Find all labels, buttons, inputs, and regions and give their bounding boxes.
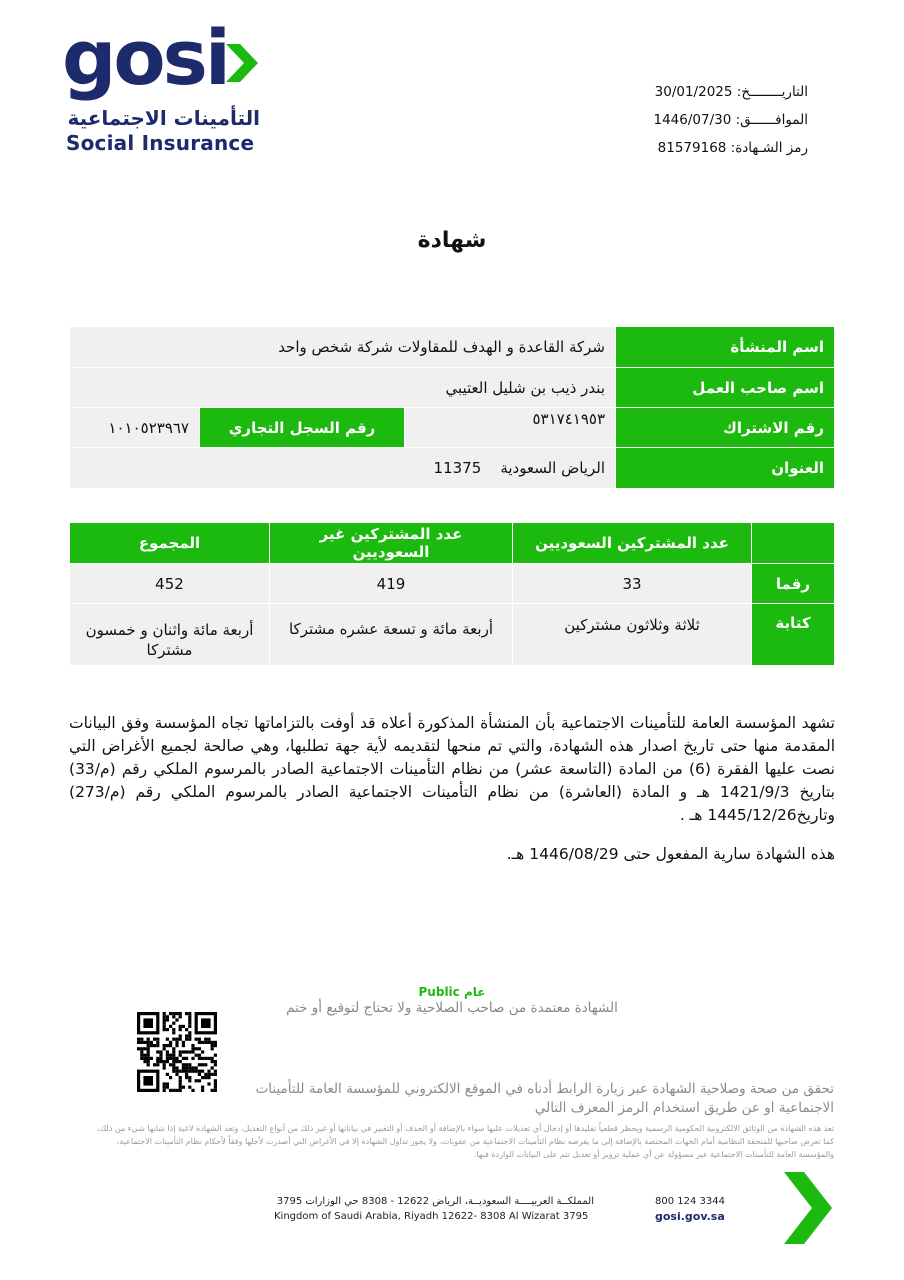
hijri-line [654, 112, 809, 128]
phone-number: 800 124 3344 [655, 1196, 725, 1207]
establishment-name-label: اسم المنشأة [616, 327, 835, 368]
validity-statement: هذه الشهادة سارية المفعول حتى 1446/08/29 هـ. [506, 845, 835, 863]
logo-arabic-text: التأمينات الاجتماعية [67, 106, 260, 130]
header-non-saudi: عدد المشتركين غير السعوديين [270, 523, 513, 564]
classification-label: Public عام [418, 985, 486, 999]
hijri-value: 1446/07/30 [653, 112, 732, 128]
owner-name-label: اسم صاحب العمل [616, 368, 835, 408]
words-row-label: كتابة [752, 604, 835, 666]
hijri-label: الموافــــــق: [735, 112, 808, 128]
address-postal: 11375 [433, 459, 482, 477]
legal-disclaimer: تعد هذه الشهادة من الوثائق الالكترونية الحكومية الرسمية ويحظر قطعياً تقليدها أو إدخال أي تعديلات عليها سواء بالإضافة أو الحذف أو التغيير في بياناتها أو غير ذلك من أنواع التعديل، وتعد الشهادة لاغية إذا شابها شيء من ذلك، كما تعرض صاحبها للمتحقة النظامية أمام الجهات المختصة بالإضافة إلى ما يفرضه نظام التأمينات الاجتماعية من عقوبات، ولا يجوز تداول الشهادة إلا في الأغراض التي أصدرت لأجلها وفقاً لأحكام نظام التأمينات الاجتماعية، والمؤسسة العامة للتأمينات الاجتماعية غير مسؤولة عن أي عملية تزوير أو تعديل تتم على البيانات الواردة فيها. [96, 1124, 834, 1159]
verification-instructions: تحقق من صحة وصلاحية الشهادة عبر زيارة الرابط أدناه في الموقع الالكتروني للمؤسسة العامة للتأمينات الاجتماعية او عن طريق استخدام الرمز المعرف التالي [255, 1081, 834, 1116]
subscription-number-value: ٥٣١٧٤١٩٥٣ [405, 408, 616, 448]
subscribers-count-table [69, 522, 835, 666]
certificate-code-line [658, 140, 808, 156]
header-total: المجموع [70, 523, 270, 564]
saudi-count-words: ثلاثة وثلاثون مشتركين [513, 604, 752, 666]
commercial-register-label: رقم السجل التجاري [200, 408, 405, 448]
chevron-footer-icon [782, 1170, 834, 1246]
verification-qr-code[interactable] [137, 1012, 217, 1092]
address-city: الرياض السعودية [500, 459, 605, 477]
date-line [655, 84, 808, 100]
page-title: شهادة [417, 228, 487, 253]
owner-name-value: بندر ذيب بن شليل العتيبي [70, 368, 616, 408]
subscription-number-label: رقم الاشتراك [616, 408, 835, 448]
certificate-code-value: 81579168 [657, 140, 727, 156]
logo-english-text: Social Insurance [66, 131, 255, 155]
logo-wordmark: gosi [62, 13, 228, 102]
date-label: التاريــــــــخ: [736, 84, 808, 100]
website-link[interactable]: gosi.gov.sa [655, 1210, 725, 1223]
non-saudi-count-number: 419 [270, 564, 513, 604]
header-saudi: عدد المشتركين السعوديين [513, 523, 752, 564]
non-saudi-count-words: أربعة مائة و تسعة عشره مشتركا [270, 604, 513, 666]
address-label: العنوان [616, 448, 835, 489]
chevron-logo-icon [224, 42, 260, 84]
address-english: Kingdom of Saudi Arabia, Riyadh 12622- 8308 Al Wizarat 3795 [274, 1211, 589, 1222]
total-count-words: أربعة مائة واثنان و خمسون مشتركا [70, 604, 270, 666]
address-value [70, 448, 616, 489]
commercial-register-value: ١٠١٠٥٢٣٩٦٧ [70, 408, 200, 448]
saudi-count-number: 33 [513, 564, 752, 604]
address-arabic: المملكــة العربيــــة السعوديــة، الرياض 12622 - 8308 حي الوزارات 3795 [276, 1196, 594, 1207]
total-count-number: 452 [70, 564, 270, 604]
establishment-table [69, 326, 835, 489]
header-blank-cell [752, 523, 835, 564]
numbers-row-label: رقما [752, 564, 835, 604]
approval-note: الشهادة معتمدة من صاحب الصلاحية ولا تحتاج لتوقيع أو ختم [286, 1000, 618, 1016]
date-value: 30/01/2025 [654, 84, 733, 100]
certificate-code-label: رمز الشـهادة: [730, 140, 808, 156]
certificate-body-paragraph: تشهد المؤسسة العامة للتأمينات الاجتماعية بأن المنشأة المذكورة أعلاه قد أوفت بالتزاماتها تجاه المؤسسة وفق البيانات المقدمة منها حتى تاريخ اصدار هذه الشهادة، والتي تم منحها لتقديمه لأية جهة تطلبها، وهي صالحة لجميع الأغراض التي نصت عليها الفقرة (6) من المادة (التاسعة عشر) من نظام التأمينات الاجتماعية الصادر بالمرسوم الملكي رقم (م/33) بتاريخ 1421/9/3 هـ و المادة (العاشرة) من نظام التأمينات الاجتماعية الصادر بالمرسوم الملكي رقم (م/273) وتاريخ1445/12/26 هـ . [69, 714, 835, 824]
establishment-name-value: شركة القاعدة و الهدف للمقاولات شركة شخص واحد [70, 327, 616, 368]
